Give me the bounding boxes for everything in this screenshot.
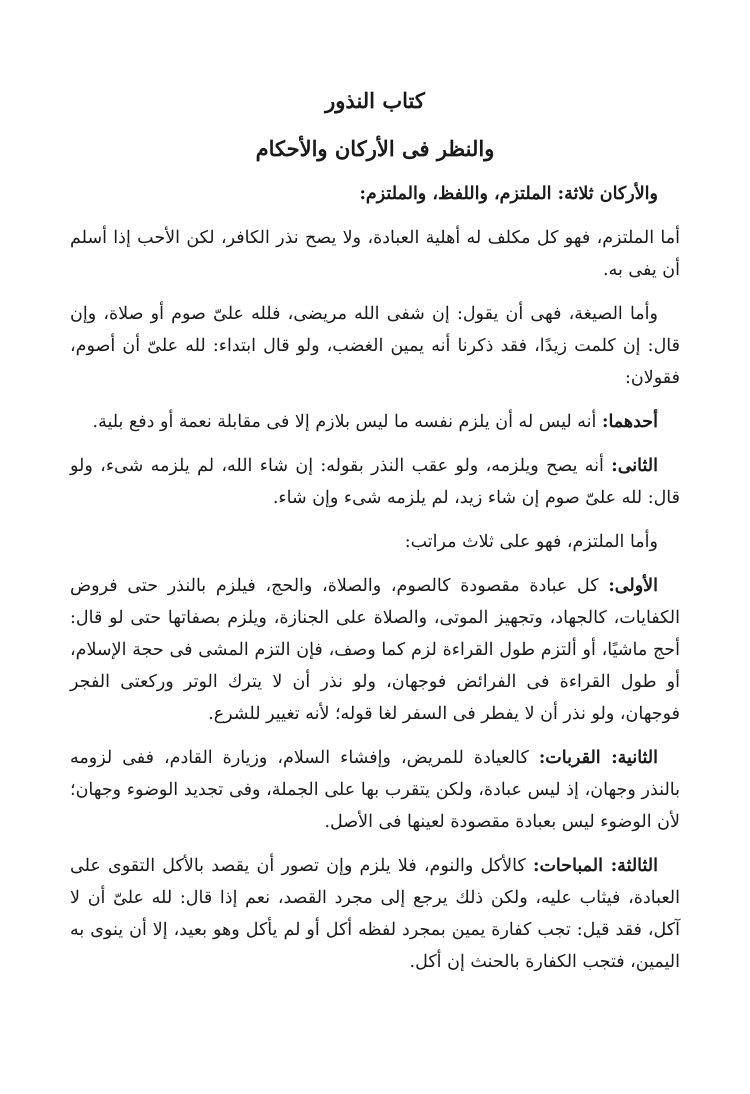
document-page [70, 78, 680, 978]
paragraph-rank-two [70, 742, 680, 838]
opinion-two-text: أنه يصح ويلزمه، ولو عقب النذر بقوله: إن شاء الله، لم يلزمه شىء، ولو قال: لله علىّ صوم إن شاء زيد، لم يلزمه شىء وإن شاء. [70, 456, 680, 508]
section-title: والنظر فى الأركان والأحكام [255, 136, 495, 161]
paragraph-opinion-two [70, 450, 680, 514]
paragraph-rank-one [70, 570, 680, 730]
paragraph-opinion-one [70, 406, 680, 438]
rank-one-label: الأولى: [608, 576, 658, 596]
rank-one-text: كل عبادة مقصودة كالصوم، والصلاة، والحج، فيلزم بالنذر حتى فروض الكفايات، كالجهاد، وتجهيز الموتى، والصلاة على الجنازة، ويلزم بصفاتها حتى لو قال: أحج ماشيًا، أو ألتزم طول القراءة لزم كما وصف، فإن التزم المشى فى حجة الإسلام، أو طول القراءة فى الفرائض فوجهان، ولو نذر أن لا يترك الوتر وركعتى الفجر فوجهان، ولو نذر أن لا يفطر فى السفر لغا قوله؛ لأنه تغيير للشرع. [70, 576, 680, 724]
paragraph-formula: وأما الصيغة، فهى أن يقول: إن شفى الله مريضى، فلله علىّ صوم أو صلاة، وإن قال: إن كلمت زيدًا، فقد ذكرنا أنه يمين الغضب، ولو قال ابتداء: لله علىّ أن أصوم، فقولان: [70, 304, 680, 388]
paragraph-rank-three [70, 850, 680, 978]
paragraph-obligor: أما الملتزم، فهو كل مكلف له أهلية العبادة، ولا يصح نذر الكافر، لكن الأحب إذا أسلم أن يفى به. [70, 228, 680, 280]
rank-two-label: الثانية: القربات: [538, 748, 658, 768]
rank-three-label: الثالثة: المباحات: [532, 856, 658, 876]
book-title: كتاب النذور [325, 88, 425, 113]
rank-two-text: كالعيادة للمريض، وإفشاء السلام، وزيارة القادم، ففى لزومه بالنذر وجهان، إذ ليس عبادة، ولكن يتقرب بها على الجملة، وفى تجديد الوضوء وجهان؛ لأن الوضوء ليس بعبادة مقصودة لعينها فى الأصل. [70, 748, 680, 832]
rank-three-text: كالأكل والنوم، فلا يلزم وإن تصور أن يقصد بالأكل التقوى على العبادة، فيثاب عليه، ولكن ذلك يرجع إلى مجرد القصد، نعم إذا قال: لله علىّ أن لا آكل، فقد قيل: تجب كفارة يمين بمجرد لفظه أكل أو لم يأكل وهو بعيد، إلا أن ينوى به اليمين، فتجب الكفارة بالحنث إن أكل. [70, 856, 680, 972]
opinion-one-label: أحدهما: [601, 412, 658, 432]
pillars-intro: والأركان ثلاثة: الملتزم، واللفظ، والملتزم: [359, 184, 658, 204]
opinion-one-text: أنه ليس له أن يلزم نفسه ما ليس بلازم إلا فى مقابلة نعمة أو دفع بلية. [92, 412, 602, 432]
opinion-two-label: الثانى: [611, 456, 658, 476]
paragraph-obligated: وأما الملتزم، فهو على ثلاث مراتب: [404, 532, 658, 552]
